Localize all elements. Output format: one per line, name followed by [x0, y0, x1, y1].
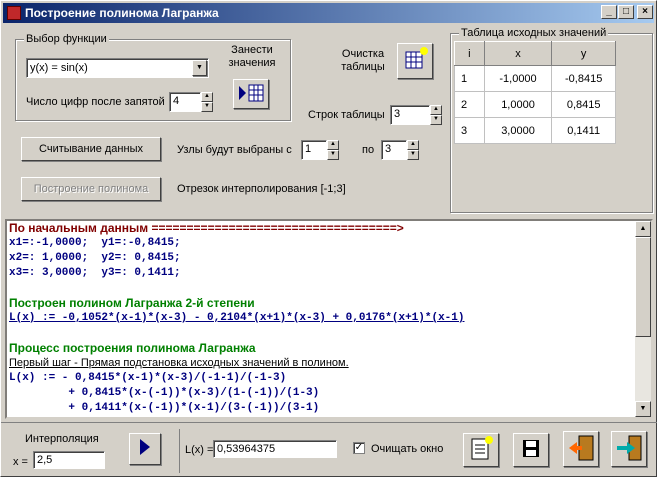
spin-up-icon[interactable]: ▲: [327, 140, 339, 150]
interpolate-button[interactable]: [129, 433, 161, 465]
memo-line: [7, 281, 651, 296]
clear-table-icon: [400, 44, 430, 74]
table-cell[interactable]: 0,1411: [552, 118, 616, 144]
clear-window-checkbox[interactable]: ✓: [354, 442, 364, 453]
digits-input[interactable]: 4: [169, 92, 201, 112]
output-memo[interactable]: [5, 219, 653, 419]
door-exit-icon: [565, 432, 597, 464]
table-row[interactable]: [455, 66, 616, 92]
memo-line: [7, 326, 651, 341]
window-title: Построение полинома Лагранжа: [25, 6, 219, 20]
spin-down-icon[interactable]: ▼: [327, 150, 339, 160]
table-cell[interactable]: -0,8415: [552, 66, 616, 92]
interpolation-title: Интерполяция: [25, 433, 99, 445]
spin-up-icon[interactable]: ▲: [407, 140, 419, 150]
memo-lines: [7, 221, 651, 416]
app-icon: [7, 6, 21, 20]
rows-input[interactable]: 3: [390, 105, 430, 125]
exit-right-button[interactable]: [611, 431, 647, 467]
nodes-from-input[interactable]: 1: [301, 140, 327, 160]
bottom-divider: [1, 422, 657, 423]
chevron-down-icon[interactable]: ▼: [192, 60, 207, 76]
rows-label: Строк таблицы: [308, 109, 385, 121]
table-cell[interactable]: 0,8415: [552, 92, 616, 118]
spin-up-icon[interactable]: ▲: [430, 105, 442, 115]
memo-line: L(x) := -0,1052*(x-1)*(x-3) - 0,2104*(x+1)*(x-3) + 0,0176*(x+1)*(x-1): [9, 312, 465, 324]
lx-output[interactable]: 0,53964375: [213, 440, 337, 458]
save-button[interactable]: [513, 433, 549, 467]
minimize-button[interactable]: _: [601, 5, 617, 19]
digits-spinner[interactable]: [201, 92, 213, 112]
nodes-to-input[interactable]: 3: [381, 140, 407, 160]
memo-line: Процесс построения полинома Лагранжа: [9, 341, 256, 355]
door-enter-icon: [613, 432, 645, 464]
table-row[interactable]: [455, 118, 616, 144]
scroll-thumb[interactable]: [635, 237, 651, 337]
table-cell[interactable]: 1,0000: [484, 92, 552, 118]
clear-table-label: Очистка таблицы: [341, 48, 385, 73]
table-header: y: [552, 42, 616, 66]
memo-line: x3=: 3,0000; y3=: 0,1411;: [9, 267, 181, 279]
lx-label: L(x) =: [185, 444, 214, 456]
clear-table-button[interactable]: [397, 43, 433, 79]
spin-down-icon[interactable]: ▼: [407, 150, 419, 160]
memo-line: L(x) := - 0,8415*(x-1)*(x-3)/(-1-1)/(-1-3): [9, 372, 287, 384]
spin-up-icon[interactable]: ▲: [201, 92, 213, 102]
table-cell[interactable]: 3,0000: [484, 118, 552, 144]
build-polynomial-button[interactable]: Построение полинома: [21, 177, 161, 201]
digits-label: Число цифр после запятой: [26, 96, 165, 108]
nodes-label: Узлы будут выбраны с: [177, 144, 292, 156]
spin-down-icon[interactable]: ▼: [430, 115, 442, 125]
table-cell[interactable]: 1: [455, 66, 485, 92]
load-values-label: Занести значения: [228, 44, 276, 69]
x-input[interactable]: 2,5: [33, 451, 105, 469]
table-header: i: [455, 42, 485, 66]
clear-window-label: Очищать окно: [371, 443, 444, 455]
memo-line: + 0,8415*(x-(-1))*(x-3)/(1-(-1))/(1-3): [9, 387, 320, 399]
nodes-to-label: по: [362, 144, 375, 156]
read-data-button[interactable]: Считывание данных: [21, 137, 161, 161]
table-group-title: Таблица исходных значений: [461, 27, 607, 39]
maximize-button[interactable]: □: [618, 5, 634, 19]
table-row[interactable]: [455, 92, 616, 118]
table-header: x: [484, 42, 552, 66]
memo-line: По начальным данным ===================================>: [9, 221, 404, 235]
interval-label: Отрезок интерполирования [-1;3]: [177, 183, 346, 195]
memo-line: Первый шаг - Прямая подстановка исходных значений в полином.: [9, 357, 349, 369]
memo-line: x2=: 1,0000; y2=: 0,8415;: [9, 252, 181, 264]
rows-spinner[interactable]: [430, 105, 442, 125]
table-cell[interactable]: 3: [455, 118, 485, 144]
exit-left-button[interactable]: [563, 431, 599, 467]
table-cell[interactable]: -1,0000: [484, 66, 552, 92]
nodes-to-spinner[interactable]: [407, 140, 419, 160]
vertical-divider: [179, 429, 180, 473]
table-header-row: [455, 42, 616, 66]
function-select[interactable]: [26, 58, 209, 78]
table-cell[interactable]: 2: [455, 92, 485, 118]
source-table: [454, 41, 616, 144]
load-grid-icon: [236, 80, 266, 106]
spin-down-icon[interactable]: ▼: [201, 102, 213, 112]
scroll-up-icon[interactable]: ▲: [635, 221, 651, 237]
function-group-title: Выбор функции: [26, 33, 107, 45]
x-label: x =: [13, 456, 28, 468]
load-values-button[interactable]: [233, 79, 269, 109]
floppy-disk-icon: [516, 434, 546, 464]
memo-line: + 0,1411*(x-(-1))*(x-1)/(3-(-1))/(3-1): [9, 402, 320, 414]
scroll-down-icon[interactable]: ▼: [635, 401, 651, 417]
new-document-icon: [466, 434, 496, 464]
new-document-button[interactable]: [463, 433, 499, 467]
memo-line: Построен полином Лагранжа 2-й степени: [9, 296, 255, 310]
play-icon: [132, 434, 158, 460]
memo-line: x1=:-1,0000; y1=:-0,8415;: [9, 237, 181, 249]
function-select-value: y(x) = sin(x): [30, 62, 88, 74]
title-bar: [3, 3, 654, 23]
close-button[interactable]: ×: [637, 5, 653, 19]
nodes-from-spinner[interactable]: [327, 140, 339, 160]
vertical-scrollbar[interactable]: [635, 221, 651, 417]
